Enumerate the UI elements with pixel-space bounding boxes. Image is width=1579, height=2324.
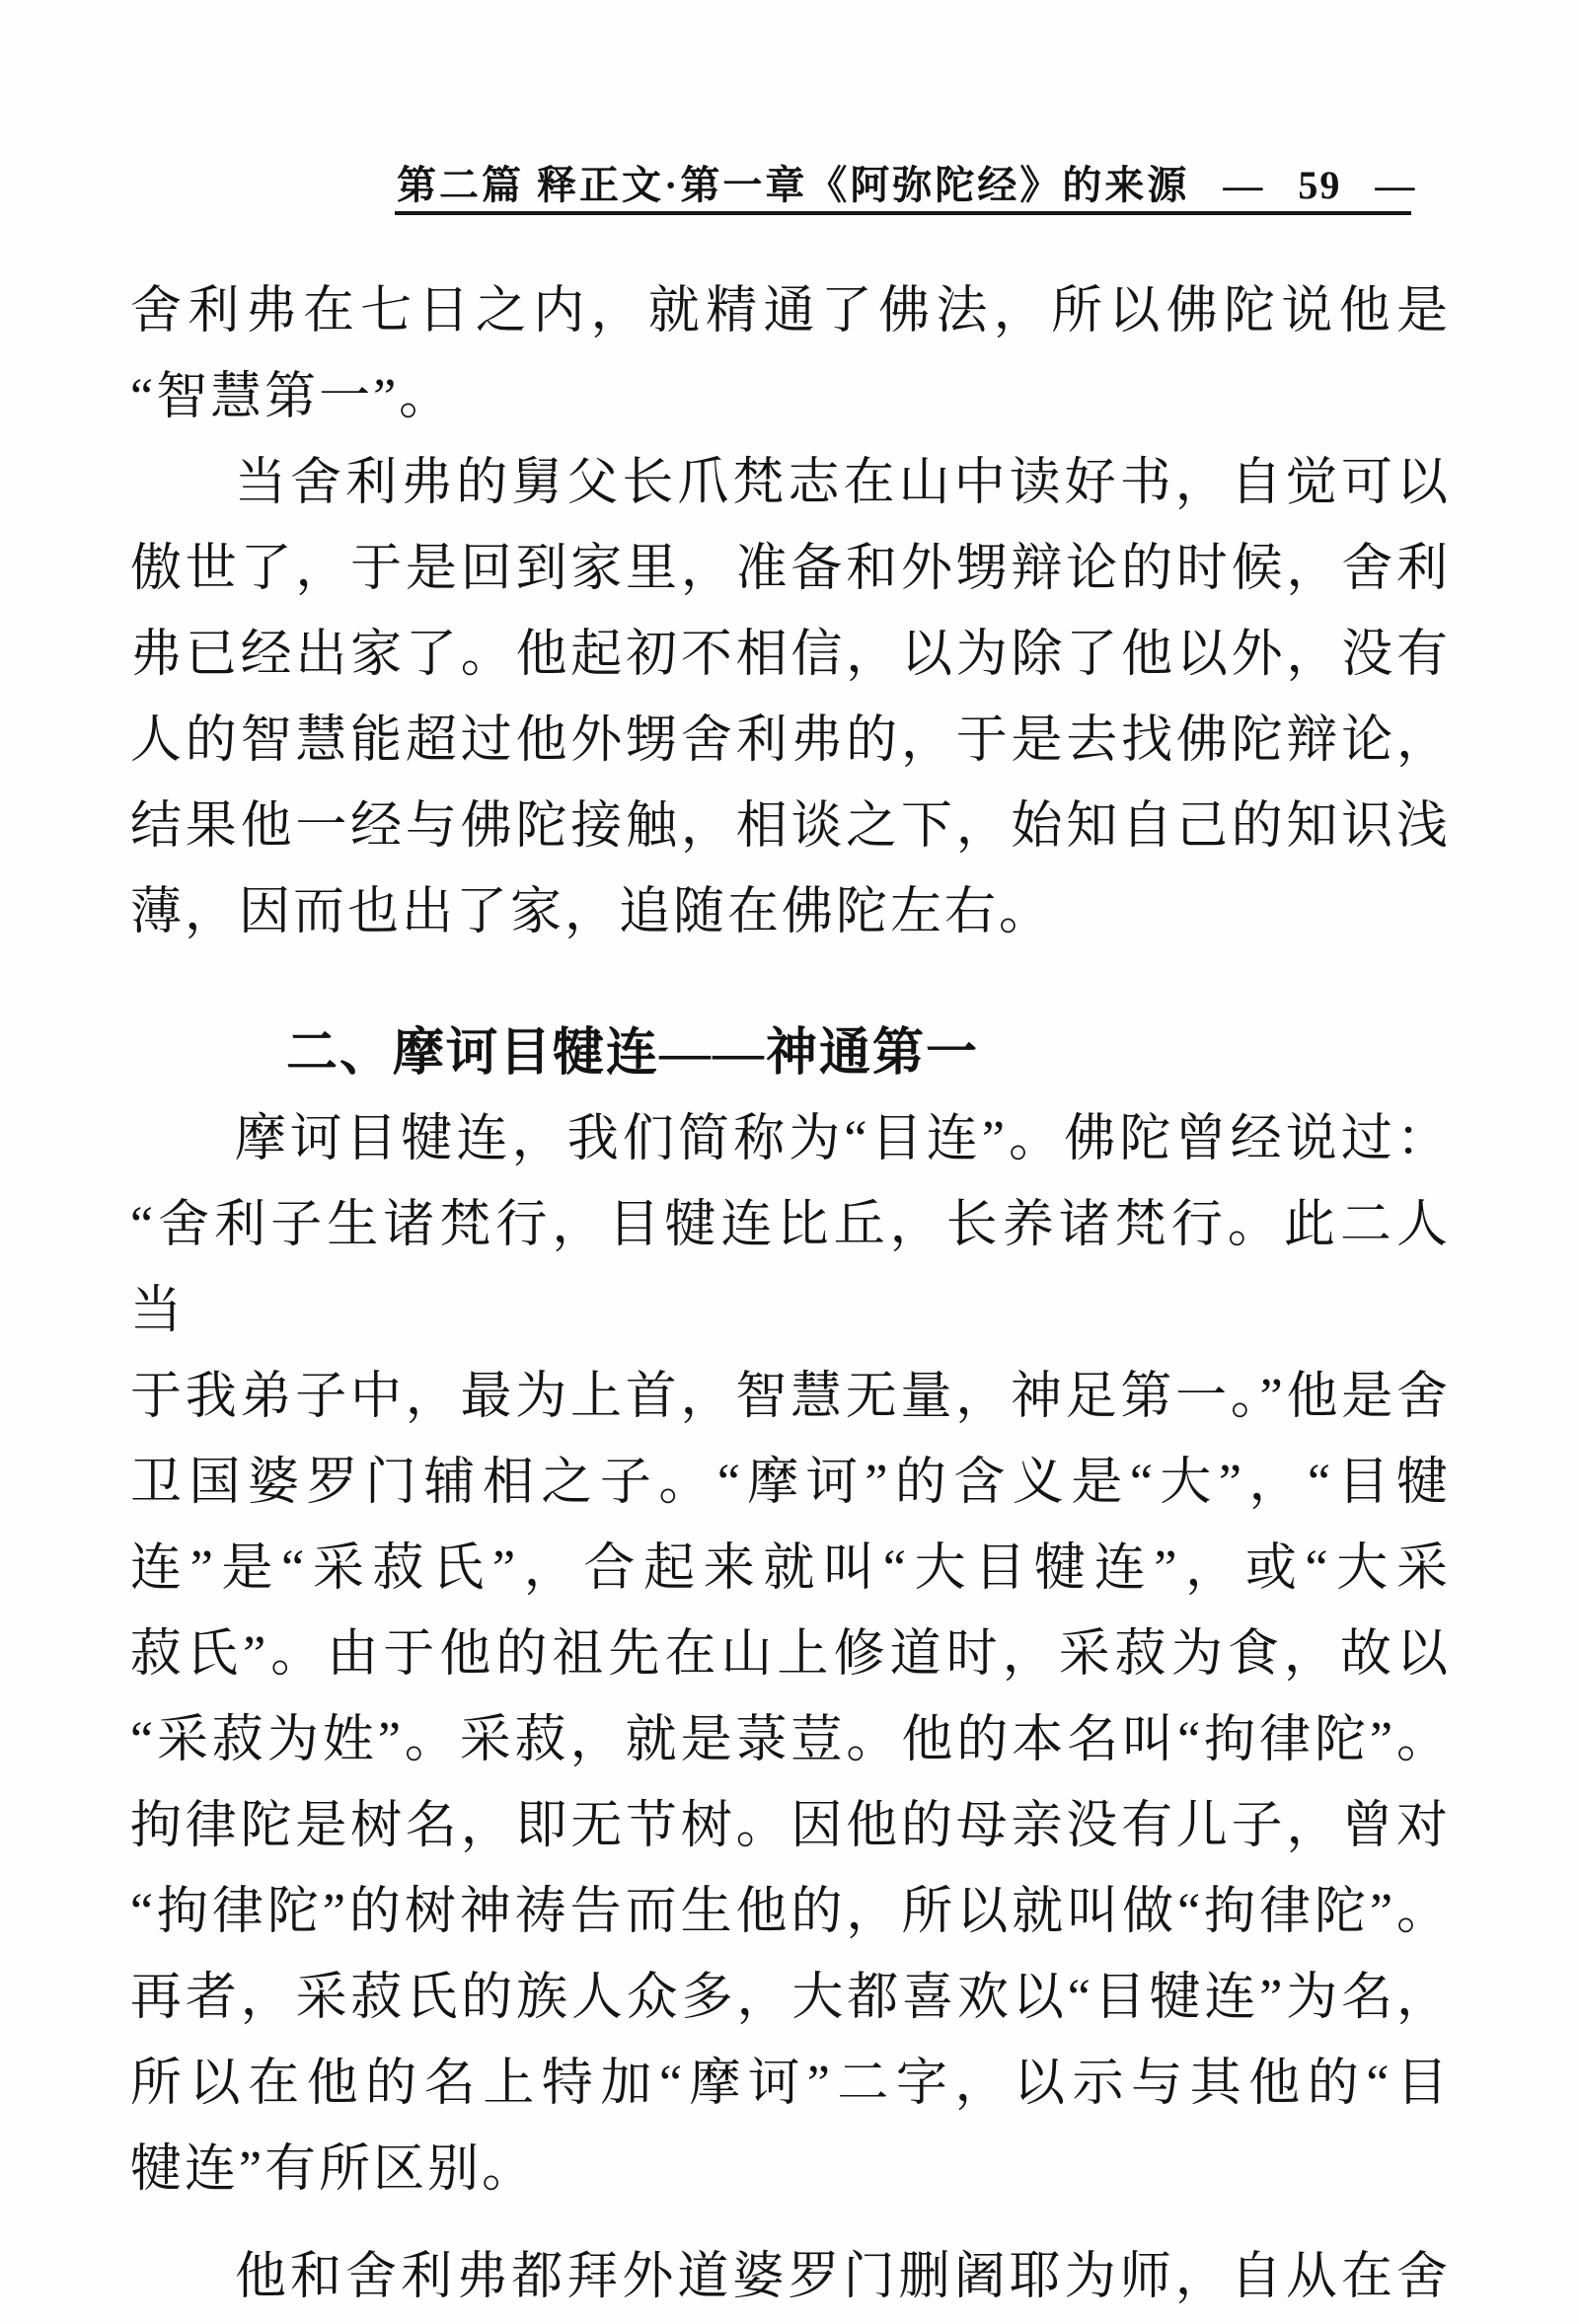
text-line: 卫国婆罗门辅相之子。“摩诃”的含义是“大”，“目犍 [130,1455,1451,1511]
text-line: 薄，因而也出了家，追随在佛陀左右。 [130,884,1054,940]
header-dash-right: — [1375,163,1417,207]
text-line: 他和舍利弗都拜外道婆罗门删阇耶为师，自从在舍 [235,2249,1451,2305]
text-line: 拘律陀是树名，即无节树。因他的母亲没有儿子，曾对 [130,1798,1451,1854]
text-line: 当舍利弗的舅父长爪梵志在山中读好书，自觉可以 [235,455,1451,511]
text-line: 结果他一经与佛陀接触，相谈之下，始知自己的知识浅 [130,798,1451,855]
text-line: 犍连”有所区别。 [130,2141,537,2198]
text-line: 于我弟子中，最为上首，智慧无量，神足第一。”他是舍 [130,1369,1451,1425]
text-line: “智慧第一”。 [130,369,454,425]
text-line: 菽氏”。由于他的祖先在山上修道时，采菽为食，故以 [130,1626,1451,1683]
text-line: “采菽为姓”。采菽，就是菉荳。他的本名叫“拘律陀”。 [130,1712,1451,1768]
text-line: 弗已经出家了。他起初不相信，以为除了他以外，没有 [130,627,1451,683]
text-line: 所以在他的名上特加“摩诃”二字，以示与其他的“目 [130,2056,1451,2112]
header-title: 第二篇 释正文·第一章《阿弥陀经》的来源 [397,163,1190,207]
text-line: 摩诃目犍连，我们简称为“目连”。佛陀曾经说过： [235,1111,1451,1167]
page-number: 59 [1298,163,1342,207]
text-line: “拘律陀”的树神祷告而生他的，所以就叫做“拘律陀”。 [130,1884,1451,1940]
text-line: “舍利子生诸梵行，目犍连比丘，长养诸梵行。此二人当 [130,1197,1451,1339]
text-line: 连”是“采菽氏”，合起来就叫“大目犍连”，或“大采 [130,1540,1451,1597]
text-line: 傲世了，于是回到家里，准备和外甥辩论的时候，舍利 [130,541,1451,597]
text-line: 人的智慧能超过他外甥舍利弗的，于是去找佛陀辩论， [130,712,1451,769]
text-line: 舍利弗在七日之内，就精通了佛法，所以佛陀说他是 [130,283,1451,339]
header-rule [395,211,1411,215]
running-header [397,154,1417,210]
page-body [130,268,1451,2320]
header-dash-left: — [1223,163,1265,207]
text-line: 再者，采菽氏的族人众多，大都喜欢以“目犍连”为名， [130,1970,1451,2026]
section-heading: 二、摩诃目犍连——神通第一 [286,1025,980,1082]
